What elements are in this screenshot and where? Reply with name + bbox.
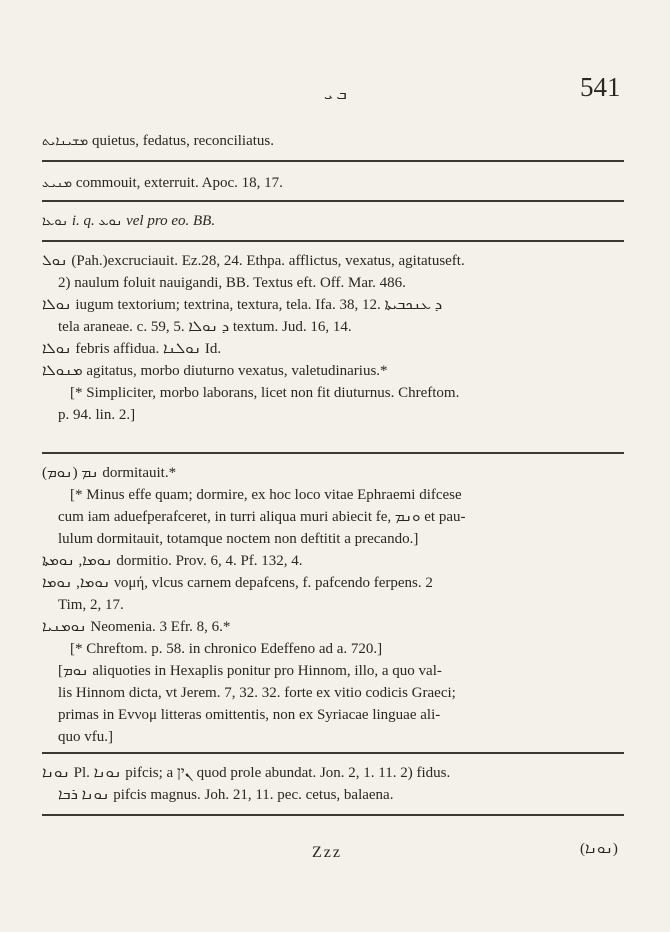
catchword: (ܢܘܢܐ) <box>580 841 618 857</box>
entry-line: ܢܘܡܢܝܐ Neomenia. 3 Efr. 8, 6.* <box>42 619 231 635</box>
rule <box>42 814 624 816</box>
rule <box>42 752 624 754</box>
syriac-headword: ܡܢܝܥ <box>42 176 73 191</box>
entry-note: lulum dormitauit, totamque noctem non deftitit a precando.] <box>58 531 419 547</box>
entry-line: ܢܘܡܐ, ܢܘܡܐ νομή, vlcus carnem depafcens, f. pafcendo ferpens. 2 <box>42 575 433 591</box>
entry-line: ܢܘܢܐ Pl. ܢܘܢܐ pifcis; a ܢין quod prole abundat. Jon. 2, 1. 11. 2) fidus. <box>42 765 451 781</box>
entry-5 <box>42 462 624 748</box>
entry-note: [ܢܘܡ aliquoties in Hexaplis ponitur pro Hinnom, illo, a quo val- <box>58 663 442 679</box>
entry-note: lis Hinnom dicta, vt Jerem. 7, 32. 32. forte ex vitio codicis Graeci; <box>58 685 456 701</box>
entry-line: ܢܘܠܐ febris affidua. ܢܘܠܢܐ Id. <box>42 341 222 357</box>
entry-line: ܢܘܡܐ, ܢܘܡܬܐ dormitio. Prov. 6, 4. Pf. 132, 4. <box>42 553 303 569</box>
entry-3 <box>42 210 624 233</box>
running-head: ܒ ܝ <box>324 87 347 103</box>
entry-line: ܢܘܠ (Pah.)excruciauit. Ez.28, 24. Ethpa. afflictus, vexatus, agitatuseft. <box>42 253 465 269</box>
entry-gloss-prefix: i. q. <box>71 213 95 229</box>
entry-gloss: commouit, exterruit. Apoc. 18, 17. <box>75 175 283 191</box>
entry-note: primas in Evνομ litteras omittentis, non ex Syriacae linguae ali- <box>58 707 441 723</box>
entry-note: quo vfu.] <box>58 729 113 745</box>
entry-line: 2) naulum foluit nauigandi, BB. Textus eft. Off. Mar. 486. <box>58 275 406 291</box>
entry-gloss: quietus, fedatus, reconciliatus. <box>91 133 274 149</box>
rule <box>42 160 624 162</box>
entry-line: (ܢܘܡ) ܢܡ dormitauit.* <box>42 465 177 481</box>
entry-note: [* Minus effe quam; dormire, ex hoc loco vitae Ephraemi difcese <box>70 487 462 503</box>
entry-line: ܡܢܘܠܐ agitatus, morbo diuturno vexatus, valetudinarius.* <box>42 363 388 379</box>
entry-2 <box>42 172 624 195</box>
rule <box>42 200 624 202</box>
entry-line: ܢܘܠܐ iugum textorium; textrina, textura, tela. Ifa. 38, 12. ܕ ܥܢܟܒܝܬܐ <box>42 297 443 313</box>
page-number: 541 <box>580 72 621 102</box>
entry-note: [* Simpliciter, morbo laborans, licet non fit diuturnus. Chreftom. <box>70 385 460 401</box>
syriac-headword: ܡܫܝܢܐܝܬ <box>42 134 89 149</box>
syriac-headword: ܢܘܥܐ <box>42 214 69 229</box>
entry-4 <box>42 250 624 426</box>
entry-gloss: vel pro eo. BB. <box>126 213 216 229</box>
entry-line: ܢܘܢܐ ܪܒܐ pifcis magnus. Joh. 21, 11. pec. cetus, balaena. <box>58 787 394 803</box>
entry-note: p. 94. lin. 2.] <box>58 407 136 423</box>
entry-6 <box>42 762 624 806</box>
entry-line: tela araneae. c. 59, 5. ܕ ܢܘܠܐ textum. Jud. 16, 14. <box>58 319 352 335</box>
rule <box>42 240 624 242</box>
rule <box>42 452 624 454</box>
entry-line: Tim, 2, 17. <box>58 597 124 613</box>
entry-note: cum iam aduefperafceret, in turri aliqua muri abiecit fe, ܘܢܡ et pau- <box>58 509 466 525</box>
syriac-variant: ܢܘܥ <box>98 214 123 229</box>
entry-note: [* Chreftom. p. 58. in chronico Edeffeno ad a. 720.] <box>70 641 383 657</box>
signature-mark: Zzz <box>312 844 342 861</box>
entry-1 <box>42 130 624 153</box>
